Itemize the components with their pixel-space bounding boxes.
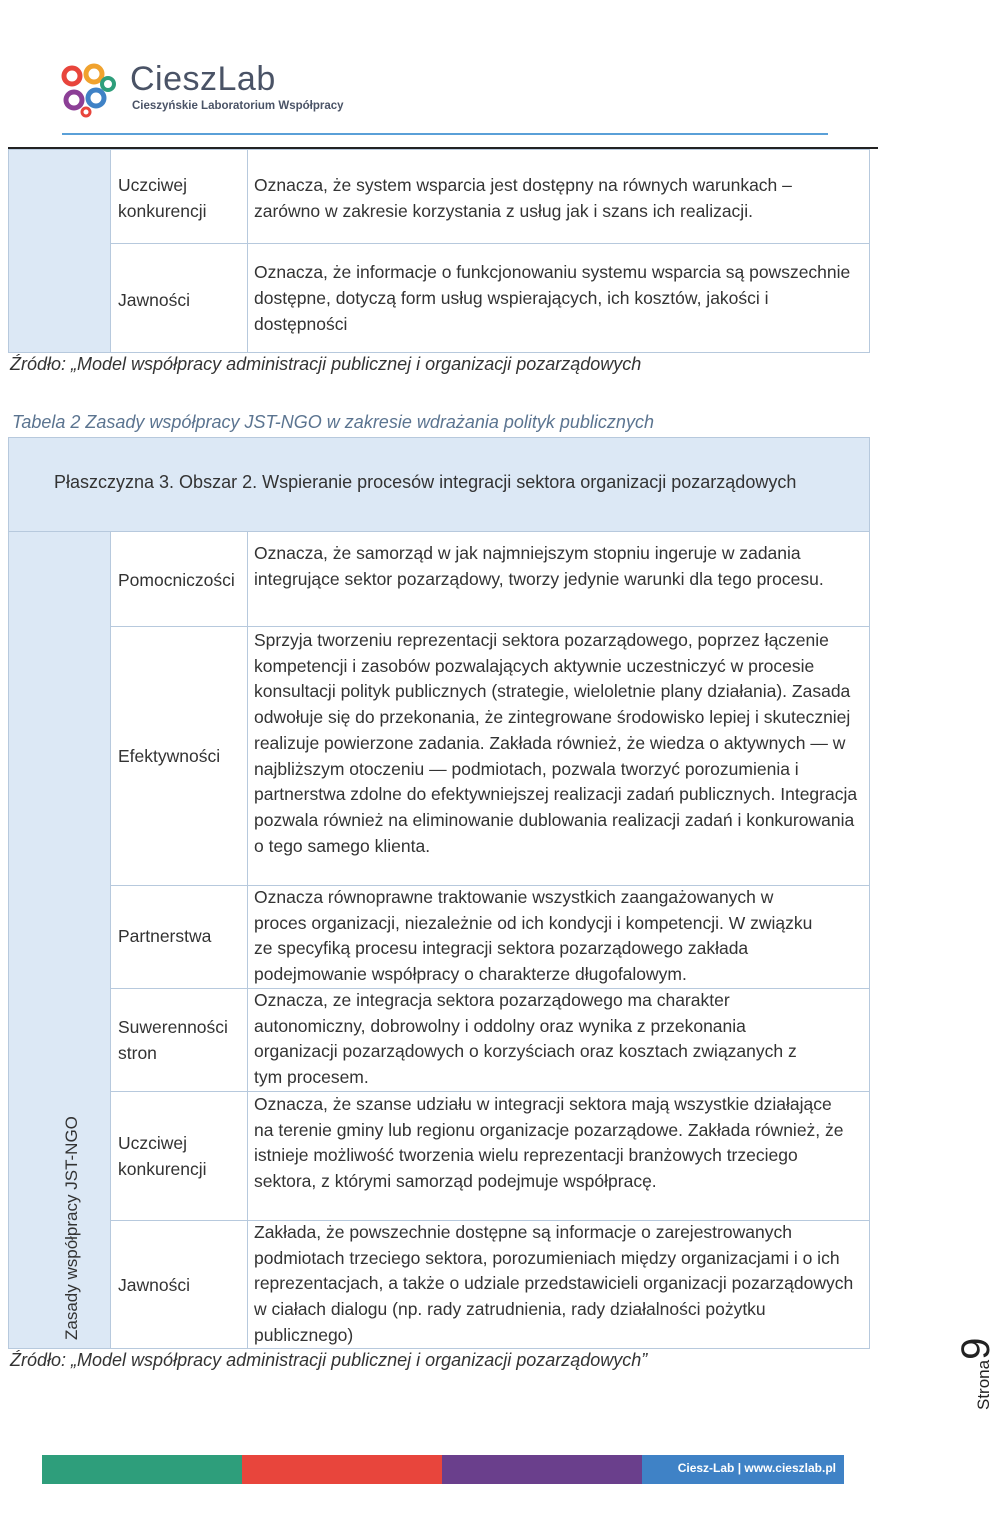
logo-subtitle: Cieszyńskie Laboratorium Współpracy <box>132 100 344 112</box>
footer-website: Ciesz-Lab | www.cieszlab.pl <box>677 1461 836 1475</box>
table2-row-text: Oznacza, ze integracja sektora pozarządowego ma charakter autonomiczny, dobrowolny i oddolny oraz wynika z przekonania organizacji pozarządowych o korzyściach oraz kosztach związanych z tym procesem. <box>254 990 797 1088</box>
footer-segment <box>242 1455 442 1484</box>
table2-row-label: Suwerenności stron <box>118 1017 228 1063</box>
table2-row-text: Oznacza równoprawne traktowanie wszystkich zaangażowanych w proces organizacji, niezależnie od ich kondycji i kompetencji. W związku ze specyfiką procesu integracji sektora pozarządowego zakłada podejmowanie współpracy o charakterze długofalowym. <box>254 887 813 985</box>
cieszlab-logo <box>60 58 344 120</box>
page-number <box>954 1338 999 1410</box>
logo-mark-icon <box>60 62 118 118</box>
table1-row-label: Jawności <box>118 290 190 310</box>
table2-row-text: Oznacza, że samorząd w jak najmniejszym stopniu ingeruje w zadania integrujące sektor pozarządowy, tworzy jedynie warunki dla tego procesu. <box>254 543 824 589</box>
table1-row-text: Oznacza, że system wsparcia jest dostępny na równych warunkach – zarówno w zakresie korzystania z usług jak i szans ich realizacji. <box>254 175 792 221</box>
header-divider <box>62 133 828 135</box>
footer-bar <box>42 1455 844 1484</box>
table2-header: Płaszczyzna 3. Obszar 2. Wspieranie procesów integracji sektora organizacji pozarządowych <box>54 472 797 492</box>
table2-row-label: Jawności <box>118 1275 190 1295</box>
table2-row-text: Zakłada, że powszechnie dostępne są informacje o zarejestrowanych podmiotach trzeciego sektora, porozumieniach między organizacjami i o ich reprezentacjach, a także o udziale przedstawicieli organizacji pozarządowych w ciałach dialogu (np. rady zatrudnienia, rady działalności pożytku publicznego) <box>254 1222 854 1345</box>
table2-row-label: Uczciwej konkurencji <box>118 1133 207 1179</box>
logo-title: CieszLab <box>130 60 276 98</box>
table2-row-label: Efektywności <box>118 746 221 766</box>
table2-caption: Tabela 2 Zasady współpracy JST-NGO w zakresie wdrażania polityk publicznych <box>12 412 654 432</box>
table2-row-label: Pomocniczości <box>118 570 235 590</box>
table2-source: Źródło: „Model współpracy administracji publicznej i organizacji pozarządowych” <box>10 1350 648 1370</box>
table1-row-label: Uczciwej konkurencji <box>118 175 207 221</box>
table1-source: Źródło: „Model współpracy administracji publicznej i organizacji pozarządowych <box>10 354 642 374</box>
table1-row-text: Oznacza, że informacje o funkcjonowaniu systemu wsparcia są powszechnie dostępne, dotyczą form usług wspierających, ich kosztów, jakości i dostępności <box>254 262 851 334</box>
page-number-value: 9 <box>954 1337 998 1360</box>
page-word: Strona <box>974 1359 993 1410</box>
footer-segment <box>442 1455 642 1484</box>
table2-row-label: Partnerstwa <box>118 926 212 946</box>
table2-row-text: Oznacza, że szanse udziału w integracji sektora mają wszystkie działające na terenie gminy lub regionu organizacje pozarządowe. Zakłada również, że istnieje możliwość tworzenia wielu reprezentacji branżowych trzeciego sektora, z którymi samorząd podejmuje współpracę. <box>254 1094 844 1192</box>
footer-segment <box>42 1455 242 1484</box>
table2-row-text: Sprzyja tworzeniu reprezentacji sektora pozarządowego, poprzez łączenie kompetencji i zasobów pozwalających aktywnie uczestniczyć w procesie konsultacji polityk publicznych (strategie, wieloletnie plany działania). Zasada odwołuje się do przekonania, że zintegrowane środowisko lepiej i skuteczniej realizuje powierzone zadania. Zakłada również, że wiedza o aktywnych — w najbliższym otoczeniu — podmiotach, pozwala tworzyć porozumienia i partnerstwa zdolne do efektywniejszej realizacji zadań publicznych. Integracja pozwala również na eliminowanie dublowania realizacji zadań i konkurowania o tego samego klienta. <box>254 630 858 856</box>
table2-side-cell <box>8 531 111 1349</box>
table2-side-label: Zasady współpracy JST-NGO <box>62 1116 81 1340</box>
